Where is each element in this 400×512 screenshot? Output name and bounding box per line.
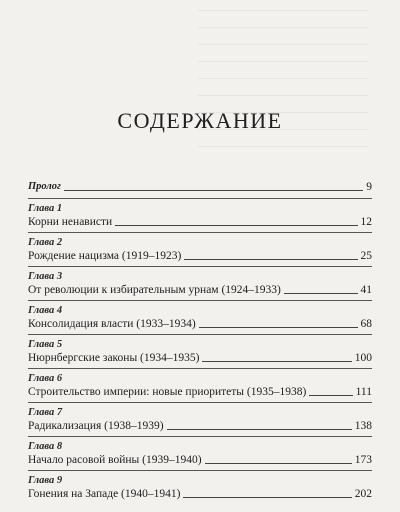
chapter-title: От революции к избирательным урнам (1924–1933)	[28, 284, 281, 296]
leader-line	[205, 463, 352, 464]
toc-entry-chapter-1[interactable]	[28, 202, 372, 229]
leader-line	[199, 327, 358, 328]
divider	[28, 198, 372, 199]
toc-entry-chapter-9[interactable]	[28, 474, 372, 501]
chapter-title: Начало расовой войны (1939–1940)	[28, 454, 202, 466]
chapter-title: Строительство империи: новые приоритеты (1935–1938)	[28, 386, 307, 398]
chapter-label: Глава 1	[28, 203, 63, 214]
divider	[28, 470, 372, 471]
toc-entry-chapter-7[interactable]	[28, 406, 372, 433]
toc-entry-prolog[interactable]	[28, 180, 372, 194]
chapter-label: Глава 2	[28, 237, 63, 248]
leader-line	[115, 225, 357, 226]
page-number: 25	[360, 250, 372, 262]
page-number: 202	[354, 488, 372, 500]
divider	[28, 402, 372, 403]
chapter-title: Рождение нацизма (1919–1923)	[28, 250, 182, 262]
toc-entry-chapter-4[interactable]	[28, 304, 372, 331]
prolog-label: Пролог	[28, 181, 61, 192]
chapter-label: Глава 8	[28, 441, 63, 452]
page-title: СОДЕРЖАНИЕ	[117, 108, 283, 133]
chapter-label: Глава 9	[28, 475, 63, 486]
page-number: 12	[360, 216, 372, 228]
chapter-title: Радикализация (1938–1939)	[28, 420, 164, 432]
chapter-label: Глава 3	[28, 271, 63, 282]
page-number: 138	[354, 420, 372, 432]
show-through-text	[198, 0, 368, 170]
leader-line	[184, 259, 357, 260]
chapter-title: Гонения на Западе (1940–1941)	[28, 488, 181, 500]
toc-entry-chapter-2[interactable]	[28, 236, 372, 263]
toc-entry-chapter-8[interactable]	[28, 440, 372, 467]
chapter-label: Глава 4	[28, 305, 63, 316]
leader-line	[202, 361, 351, 362]
chapter-title: Нюрнбергские законы (1934–1935)	[28, 352, 200, 364]
page-number: 9	[366, 181, 372, 193]
leader-line	[309, 395, 352, 396]
chapter-label: Глава 5	[28, 339, 63, 350]
page-number: 111	[355, 386, 372, 398]
chapter-label: Глава 6	[28, 373, 63, 384]
page-number: 41	[360, 284, 372, 296]
table-of-contents	[28, 180, 372, 501]
divider	[28, 232, 372, 233]
chapter-title: Консолидация власти (1933–1934)	[28, 318, 196, 330]
page-number: 68	[360, 318, 372, 330]
page-number: 100	[354, 352, 372, 364]
leader-line	[183, 497, 351, 498]
leader-line	[284, 293, 358, 294]
divider	[28, 300, 372, 301]
chapter-label: Глава 7	[28, 407, 63, 418]
leader-line	[64, 190, 363, 191]
toc-entry-chapter-3[interactable]	[28, 270, 372, 297]
leader-line	[167, 429, 352, 430]
divider	[28, 368, 372, 369]
toc-entry-chapter-6[interactable]	[28, 372, 372, 399]
chapter-title: Корни ненависти	[28, 216, 113, 228]
toc-entry-chapter-5[interactable]	[28, 338, 372, 365]
divider	[28, 436, 372, 437]
divider	[28, 334, 372, 335]
divider	[28, 266, 372, 267]
page-number: 173	[354, 454, 372, 466]
